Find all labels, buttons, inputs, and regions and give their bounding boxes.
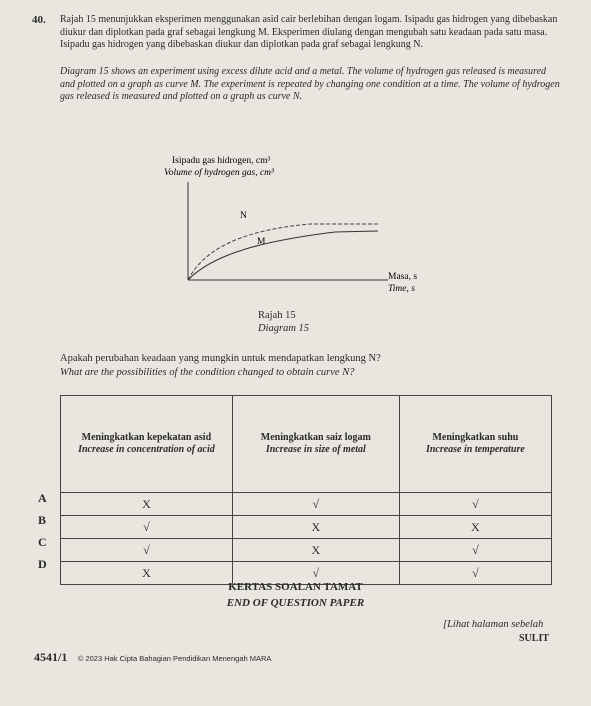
volume-time-graph <box>160 152 420 312</box>
option-row-c <box>61 539 552 562</box>
table-cell: √ <box>232 562 399 585</box>
header-metal-size: Meningkatkan saiz logam Increase in size of metal <box>232 396 399 493</box>
x-axis-label-english: Time, s <box>388 284 415 294</box>
diagram-caption-malay: Rajah 15 <box>258 310 296 321</box>
table-cell: X <box>61 562 233 585</box>
table-cell: √ <box>61 539 233 562</box>
table-cell: X <box>399 516 551 539</box>
question-prompt-english: What are the possibilities of the condition changed to obtain curve N? <box>60 367 355 378</box>
curve-n-label: N <box>240 211 247 221</box>
y-axis-label-english: Volume of hydrogen gas, cm³ <box>164 168 274 178</box>
end-of-paper-english: END OF QUESTION PAPER <box>226 597 365 609</box>
table-cell: √ <box>399 493 551 516</box>
question-text-english: Diagram 15 shows an experiment using excess dilute acid and a metal. The volume of hydrogen gas released is measured and plotted on a graph as curve M. The experiment is repeated by changing one condition at a time. The volume of hydrogen gas released is measured and plotted on a graph as curve N. <box>60 66 560 102</box>
answer-options-table <box>60 395 552 585</box>
option-row-b <box>61 516 552 539</box>
table-cell: √ <box>399 562 551 585</box>
table-cell: √ <box>61 516 233 539</box>
next-page-note: [Lihat halaman sebelah <box>443 619 544 630</box>
option-label-c: C <box>38 535 47 549</box>
option-label-a: A <box>38 491 47 505</box>
header-temperature: Meningkatkan suhu Increase in temperature <box>399 396 551 493</box>
table-cell: √ <box>232 493 399 516</box>
header-concentration: Meningkatkan kepekatan asid Increase in concentration of acid <box>61 396 233 493</box>
x-axis-label-malay: Masa, s <box>388 272 418 282</box>
table-cell: X <box>61 493 233 516</box>
curve-m-label: M <box>257 237 266 247</box>
table-cell: X <box>232 516 399 539</box>
curve-m <box>188 231 378 280</box>
question-number: 40. <box>32 14 46 26</box>
option-label-b: B <box>38 513 47 527</box>
copyright-text: © 2023 Hak Cipta Bahagian Pendidikan Menengah MARA <box>77 654 272 663</box>
table-cell: √ <box>399 539 551 562</box>
option-row-a <box>61 493 552 516</box>
page-footer <box>34 650 271 665</box>
curve-n <box>188 224 378 280</box>
question-prompt-malay: Apakah perubahan keadaan yang mungkin untuk mendapatkan lengkung N? <box>60 353 381 364</box>
question-text-malay: Rajah 15 menunjukkan eksperimen menggunakan asid cair berlebihan dengan logam. Isipadu gas hidrogen yang dibebaskan diukur dan diplotkan pada graf sebagai lengkung M. Eksperimen diulang dengan mengubah satu keadaan pada satu masa. Isipadu gas hidrogen yang dibebaskan diukur dan diplotkan pada graf sebagai lengkung N. <box>60 14 558 50</box>
end-of-paper-malay: KERTAS SOALAN TAMAT <box>228 581 363 593</box>
paper-code: 4541/1 <box>34 650 68 664</box>
table-cell: X <box>232 539 399 562</box>
option-label-d: D <box>38 557 47 571</box>
classification-label: SULIT <box>519 633 550 644</box>
y-axis-label-malay: Isipadu gas hidrogen, cm³ <box>172 156 271 166</box>
diagram-caption-english: Diagram 15 <box>258 323 310 334</box>
